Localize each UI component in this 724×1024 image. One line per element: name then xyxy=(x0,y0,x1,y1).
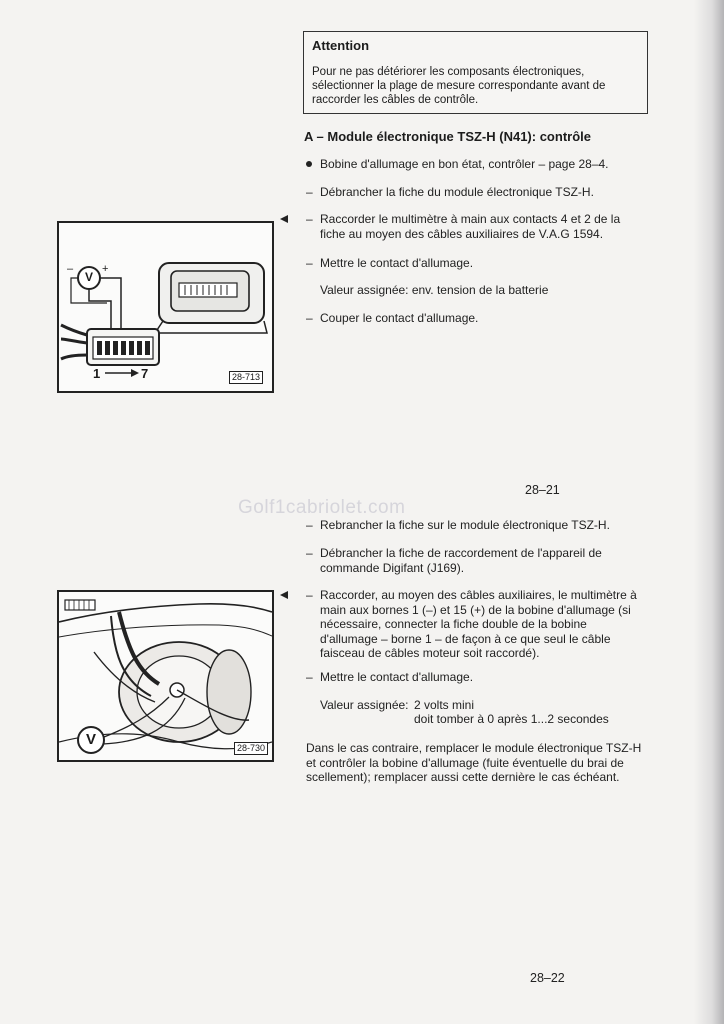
assigned-value-line1: 2 volts mini xyxy=(414,698,475,712)
page-edge-shadow xyxy=(694,0,724,1024)
assigned-value-line2: doit tomber à 0 après 1...2 secondes xyxy=(414,712,609,726)
figure-number: 28-730 xyxy=(234,742,268,755)
list-item-text: Couper le contact d'allumage. xyxy=(320,311,479,325)
figure-reference-arrow-icon xyxy=(280,215,288,223)
list-item-text: Rebrancher la fiche sur le module électronique TSZ-H. xyxy=(320,518,610,532)
attention-box xyxy=(303,31,648,114)
list-item-text: Raccorder le multimètre à main aux contacts 4 et 2 de la fiche au moyen des câbles auxiliaires de V.A.G 1594. xyxy=(320,212,621,241)
page-number-top: 28–21 xyxy=(525,483,560,497)
connector-diagram-icon xyxy=(59,223,272,391)
list-item-text: Raccorder, au moyen des câbles auxiliaires, le multimètre à main aux bornes 1 (–) et 15 (+) de la bobine d'allumage (si nécessaire, connecter la fiche double de la bobine d'allumage – borne 1 – de façon à ce que seul le câble faisceau de câbles moteur soit raccordé). xyxy=(320,588,637,660)
voltmeter-symbol: V xyxy=(85,270,94,284)
voltmeter-symbol: V xyxy=(86,731,97,748)
list-item-text: Mettre le contact d'allumage. xyxy=(320,670,474,684)
list-item-text: Bobine d'allumage en bon état, contrôler – page 28–4. xyxy=(320,157,609,171)
figure-number: 28-713 xyxy=(229,371,263,384)
range-start-label: 1 xyxy=(93,366,101,381)
dash-marker: – xyxy=(306,311,313,325)
figure-ignition-coil xyxy=(57,590,274,762)
figure-reference-arrow-icon xyxy=(280,591,288,599)
closing-paragraph: Dans le cas contraire, remplacer le module électronique TSZ-H et contrôler la bobine d'allumage (fuite éventuelle du brai de scellement); remplacer aussi cette dernière le cas échéant. xyxy=(306,741,642,784)
dash-marker: – xyxy=(306,212,313,226)
attention-body: Pour ne pas détériorer les composants électroniques, sélectionner la plage de mesure correspondante avant de raccorder les câbles de contrôle. xyxy=(312,66,606,106)
range-end-label: 7 xyxy=(141,366,149,381)
dash-marker: – xyxy=(306,670,313,684)
list-item-text: Débrancher la fiche de raccordement de l'appareil de commande Digifant (J169). xyxy=(320,546,602,575)
dash-marker: – xyxy=(306,546,313,560)
figure-connector-diagram xyxy=(57,221,274,393)
dash-marker: – xyxy=(306,185,313,199)
site-watermark: Golf1cabriolet.com xyxy=(238,497,406,518)
list-item xyxy=(306,212,646,244)
page-number-bottom: 28–22 xyxy=(530,971,565,985)
dash-marker: – xyxy=(306,256,313,270)
minus-sign: – xyxy=(67,263,74,275)
dash-marker: – xyxy=(306,588,313,602)
list-item-text: Mettre le contact d'allumage. xyxy=(320,256,474,270)
plus-sign: + xyxy=(102,263,109,275)
list-item xyxy=(306,546,646,578)
assigned-value-text: Valeur assignée: env. tension de la batterie xyxy=(320,283,549,297)
bullet-icon xyxy=(306,161,312,167)
assigned-value-label: Valeur assignée: xyxy=(320,698,409,712)
attention-title: Attention xyxy=(312,38,370,53)
list-item-text: Débrancher la fiche du module électronique TSZ-H. xyxy=(320,185,594,199)
section-a-title: A – Module électronique TSZ-H (N41): contrôle xyxy=(304,129,591,144)
dash-marker: – xyxy=(306,518,313,532)
list-item xyxy=(306,588,646,660)
